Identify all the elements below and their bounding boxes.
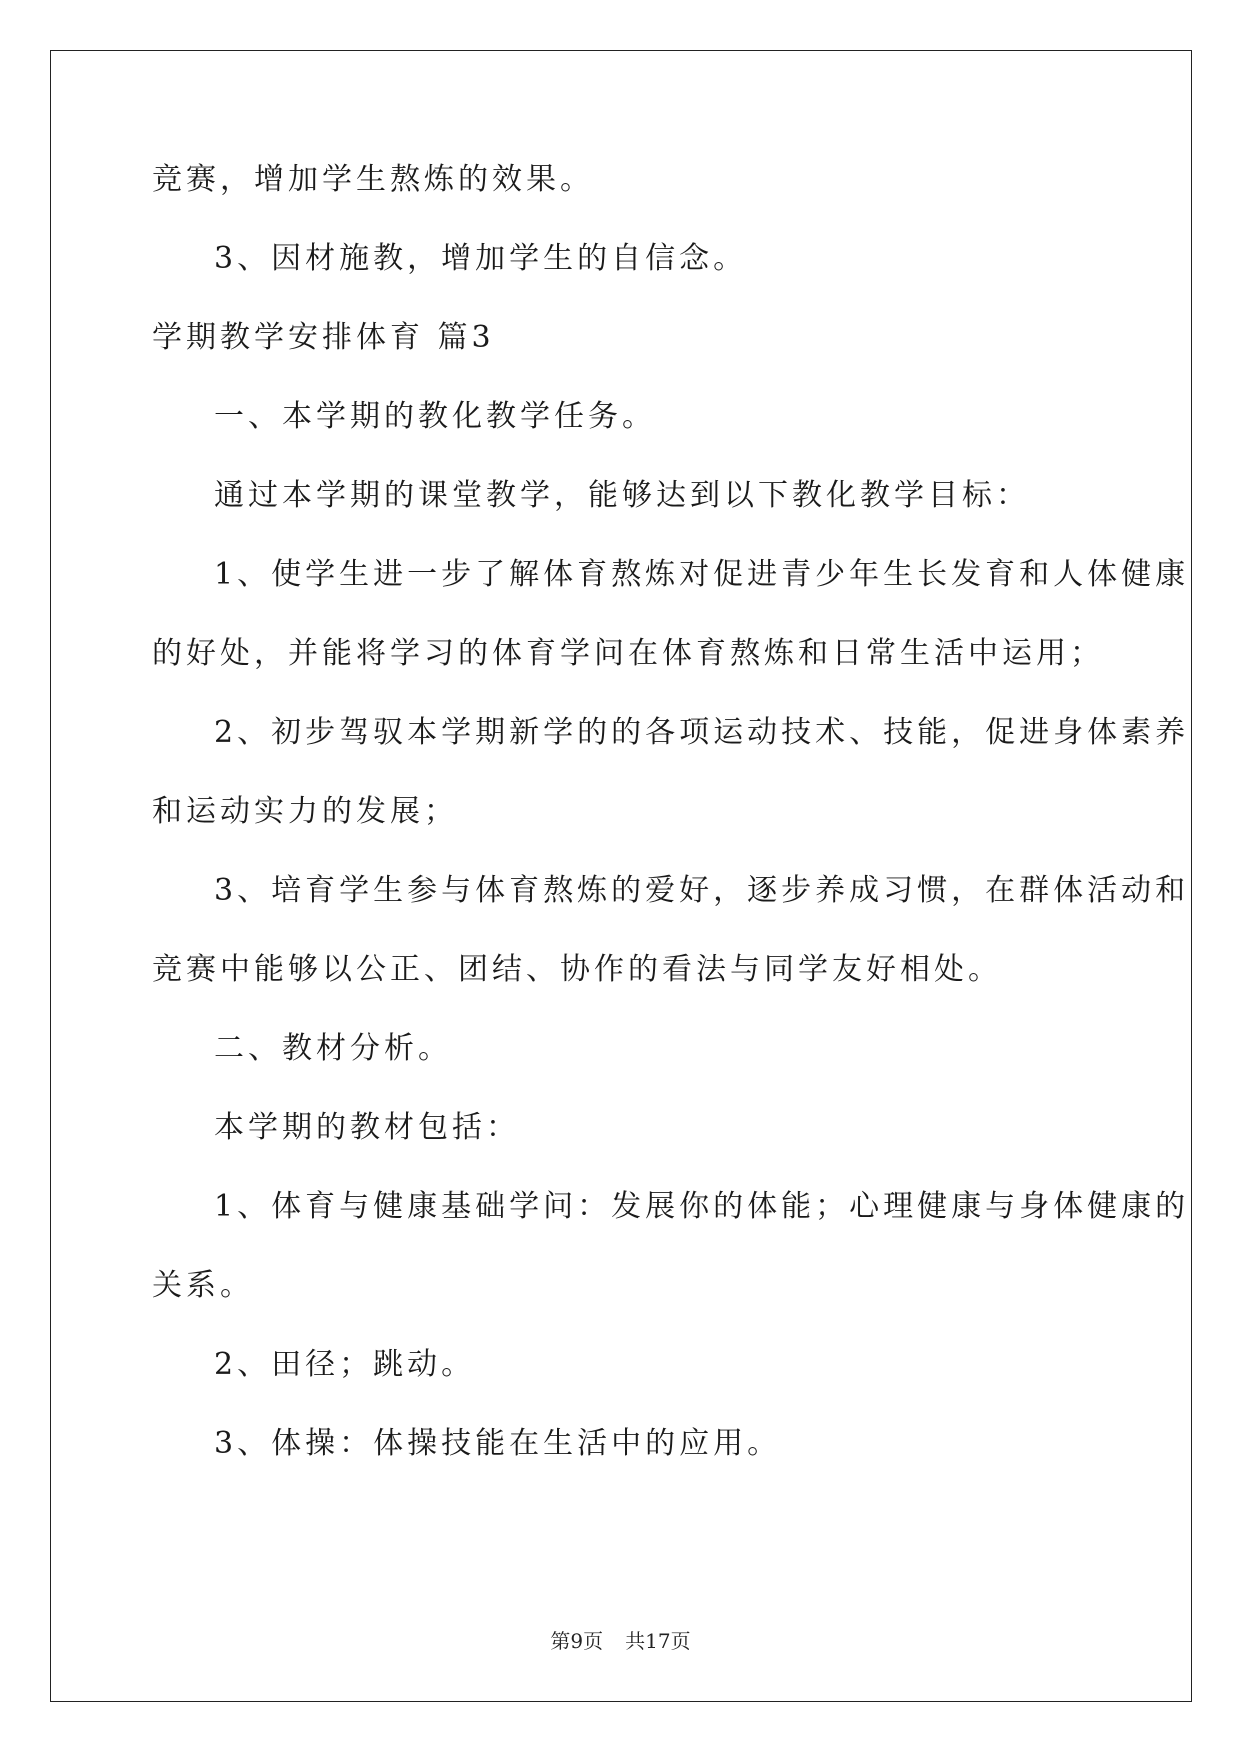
paragraph-line: 3、因材施教，增加学生的自信念。 bbox=[214, 241, 748, 276]
paragraph-line: 3、体操：体操技能在生活中的应用。 bbox=[214, 1426, 782, 1461]
paragraph-line: 通过本学期的课堂教学，能够达到以下教化教学目标： bbox=[214, 478, 1030, 513]
paragraph-line: 1、使学生进一步了解体育熬炼对促进青少年生长发育和人体健康 bbox=[214, 557, 1190, 592]
paragraph-line: 竞赛中能够以公正、团结、协作的看法与同学友好相处。 bbox=[152, 952, 1002, 987]
paragraph-line: 关系。 bbox=[152, 1268, 254, 1303]
page-total: 共17页 bbox=[625, 1629, 691, 1653]
paragraph-line: 3、培育学生参与体育熬炼的爱好，逐步养成习惯，在群体活动和 bbox=[214, 873, 1190, 908]
page-footer bbox=[0, 1625, 1241, 1654]
paragraph-line: 二、教材分析。 bbox=[214, 1031, 452, 1066]
section-heading: 学期教学安排体育 篇3 bbox=[152, 320, 495, 355]
paragraph-line: 本学期的教材包括： bbox=[214, 1110, 520, 1145]
paragraph-line: 和运动实力的发展； bbox=[152, 794, 458, 829]
paragraph-line: 1、体育与健康基础学问：发展你的体能；心理健康与身体健康的 bbox=[214, 1189, 1190, 1224]
paragraph-line: 2、初步驾驭本学期新学的的各项运动技术、技能，促进身体素养 bbox=[214, 715, 1190, 750]
paragraph-line: 的好处，并能将学习的体育学问在体育熬炼和日常生活中运用； bbox=[152, 636, 1104, 671]
paragraph-line: 2、田径；跳动。 bbox=[214, 1347, 476, 1382]
paragraph-line: 竞赛，增加学生熬炼的效果。 bbox=[152, 162, 594, 197]
page-number: 第9页 bbox=[550, 1629, 604, 1653]
paragraph-line: 一、本学期的教化教学任务。 bbox=[214, 399, 656, 434]
